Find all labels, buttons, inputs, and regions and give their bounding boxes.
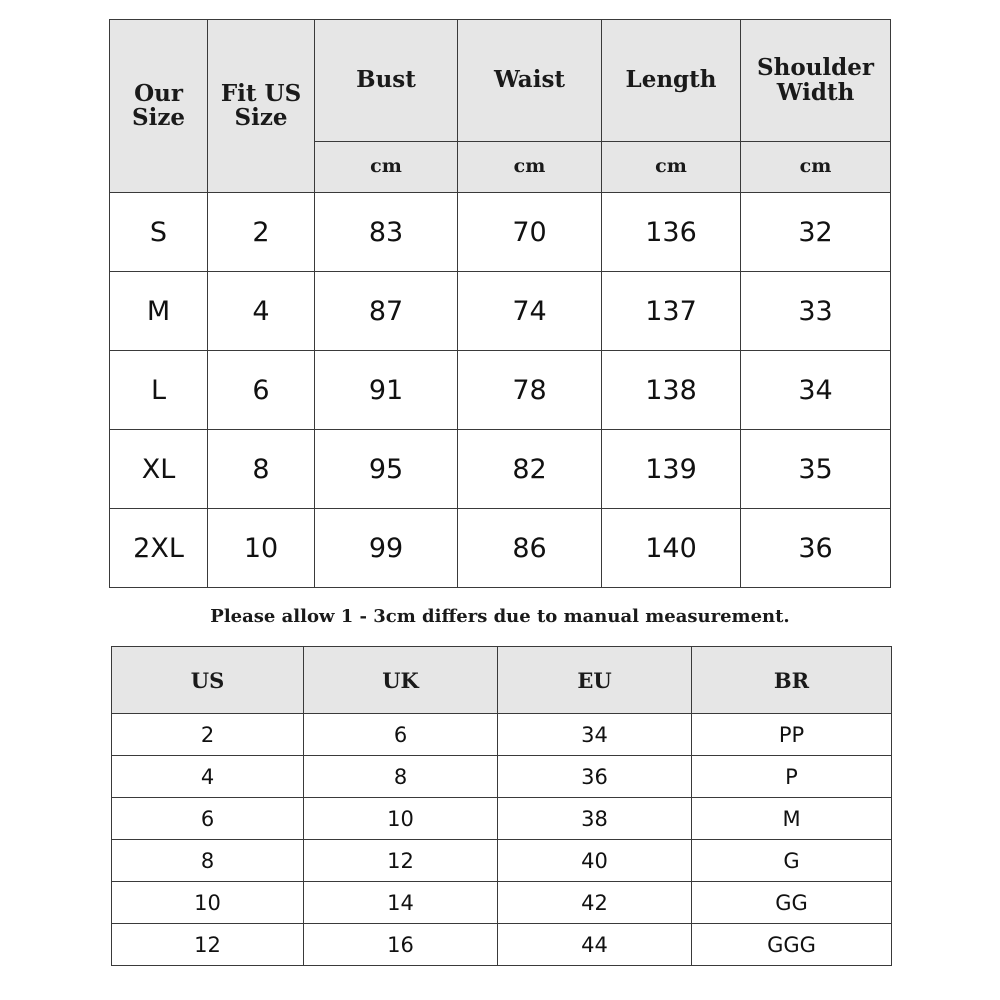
cell-eu: 42 — [498, 882, 692, 924]
header-fit-us-size: Fit US Size — [208, 20, 315, 193]
cell-us-size: 6 — [208, 351, 315, 430]
cell-size: M — [110, 272, 208, 351]
cell-us: 12 — [112, 924, 304, 966]
cell-uk: 12 — [304, 840, 498, 882]
cell-us: 4 — [112, 756, 304, 798]
cell-us: 6 — [112, 798, 304, 840]
cell-us-size: 4 — [208, 272, 315, 351]
table-row — [112, 798, 892, 840]
cell-br: G — [692, 840, 892, 882]
measurement-note: Please allow 1 - 3cm differs due to manual measurement. — [210, 606, 790, 627]
cell-uk: 14 — [304, 882, 498, 924]
header-us: US — [112, 647, 304, 714]
cell-eu: 44 — [498, 924, 692, 966]
cell-br: GGG — [692, 924, 892, 966]
cell-waist: 74 — [458, 272, 602, 351]
cell-length: 136 — [602, 193, 741, 272]
cell-us: 8 — [112, 840, 304, 882]
cell-eu: 40 — [498, 840, 692, 882]
cell-shoulder: 34 — [741, 351, 891, 430]
header-bust: Bust — [315, 20, 458, 142]
size-chart-header-row — [110, 20, 891, 142]
table-row — [112, 714, 892, 756]
table-row — [110, 193, 891, 272]
cell-size: 2XL — [110, 509, 208, 588]
cell-uk: 16 — [304, 924, 498, 966]
cell-us: 2 — [112, 714, 304, 756]
cell-us-size: 8 — [208, 430, 315, 509]
unit-bust: cm — [315, 142, 458, 193]
cell-waist: 78 — [458, 351, 602, 430]
table-row — [112, 882, 892, 924]
table-row — [110, 509, 891, 588]
header-length: Length — [602, 20, 741, 142]
cell-br: PP — [692, 714, 892, 756]
conversion-header-row — [112, 647, 892, 714]
cell-shoulder: 32 — [741, 193, 891, 272]
cell-br: P — [692, 756, 892, 798]
cell-us-size: 2 — [208, 193, 315, 272]
cell-size: S — [110, 193, 208, 272]
cell-shoulder: 33 — [741, 272, 891, 351]
cell-bust: 83 — [315, 193, 458, 272]
cell-bust: 87 — [315, 272, 458, 351]
cell-size: XL — [110, 430, 208, 509]
cell-size: L — [110, 351, 208, 430]
cell-bust: 95 — [315, 430, 458, 509]
cell-length: 140 — [602, 509, 741, 588]
header-br: BR — [692, 647, 892, 714]
cell-waist: 70 — [458, 193, 602, 272]
cell-length: 137 — [602, 272, 741, 351]
unit-length: cm — [602, 142, 741, 193]
cell-us: 10 — [112, 882, 304, 924]
table-row — [110, 351, 891, 430]
cell-eu: 38 — [498, 798, 692, 840]
cell-waist: 86 — [458, 509, 602, 588]
table-row — [110, 272, 891, 351]
cell-uk: 6 — [304, 714, 498, 756]
table-row — [112, 756, 892, 798]
size-chart-table — [109, 19, 891, 588]
header-eu: EU — [498, 647, 692, 714]
cell-eu: 36 — [498, 756, 692, 798]
cell-shoulder: 35 — [741, 430, 891, 509]
cell-br: GG — [692, 882, 892, 924]
cell-uk: 8 — [304, 756, 498, 798]
unit-waist: cm — [458, 142, 602, 193]
cell-length: 138 — [602, 351, 741, 430]
table-row — [110, 430, 891, 509]
unit-shoulder-width: cm — [741, 142, 891, 193]
cell-br: M — [692, 798, 892, 840]
cell-eu: 34 — [498, 714, 692, 756]
header-waist: Waist — [458, 20, 602, 142]
header-our-size: Our Size — [110, 20, 208, 193]
cell-bust: 91 — [315, 351, 458, 430]
cell-us-size: 10 — [208, 509, 315, 588]
cell-uk: 10 — [304, 798, 498, 840]
table-row — [112, 840, 892, 882]
size-conversion-table — [111, 646, 892, 966]
cell-waist: 82 — [458, 430, 602, 509]
cell-length: 139 — [602, 430, 741, 509]
cell-shoulder: 36 — [741, 509, 891, 588]
cell-bust: 99 — [315, 509, 458, 588]
table-row — [112, 924, 892, 966]
header-shoulder-width: Shoulder Width — [741, 20, 891, 142]
header-uk: UK — [304, 647, 498, 714]
